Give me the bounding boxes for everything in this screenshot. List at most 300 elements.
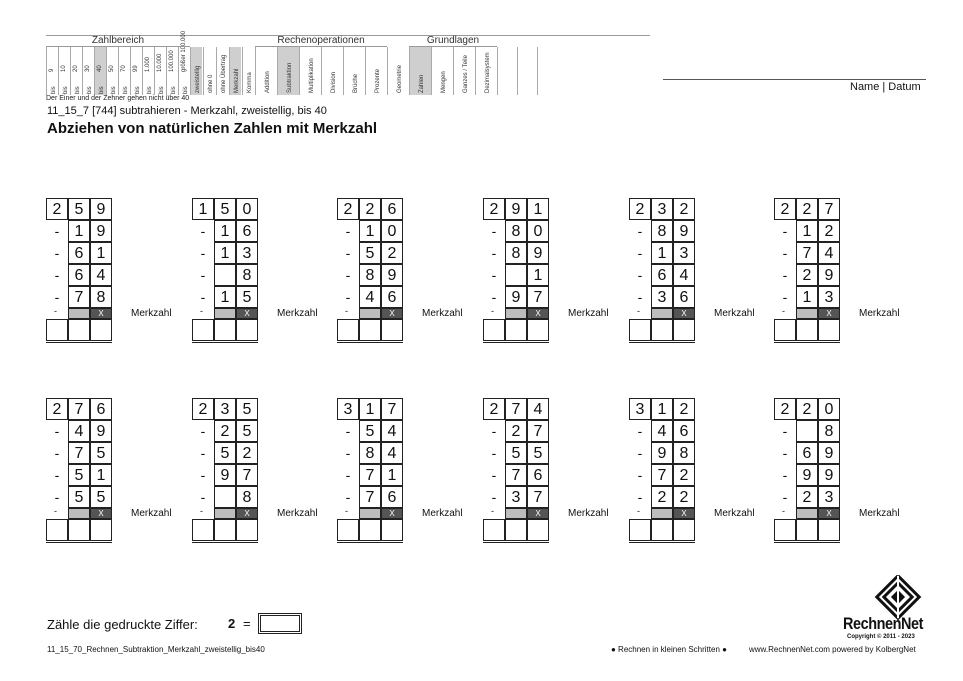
subtrahend-digit: 9: [651, 442, 673, 464]
minuend-digit: 3: [214, 398, 236, 420]
subtrahend-digit: [796, 420, 818, 442]
minuend-digit: 7: [381, 398, 403, 420]
result-input[interactable]: [673, 319, 695, 341]
zahlbereich-bis-label: bis: [86, 86, 93, 94]
merkzahl-input[interactable]: [651, 308, 673, 319]
minus-sign: -: [491, 223, 497, 239]
subtrahend-digit: 7: [359, 464, 381, 486]
subtrahend-digit: 2: [673, 464, 695, 486]
zahlbereich-value: 70: [120, 65, 127, 72]
operation-label: Addition: [264, 71, 271, 93]
count-digit: 2: [228, 616, 236, 631]
minus-sign: -: [200, 267, 206, 283]
zahlbereich-value: 100.000: [168, 50, 175, 72]
merkzahl-minus: -: [782, 506, 785, 516]
mode-label: Merkzahl: [233, 68, 240, 93]
zahlbereich-bis-label: bis: [50, 86, 57, 94]
subtrahend-digit: 9: [818, 464, 840, 486]
exercise-2: [192, 198, 322, 346]
exercise-5: [629, 198, 759, 346]
result-double-line: [629, 540, 695, 543]
merkzahl-x-mark: X: [381, 308, 403, 319]
subtrahend-digit: 9: [527, 242, 549, 264]
result-input[interactable]: [192, 519, 214, 541]
minuend-digit: 7: [818, 198, 840, 220]
subtrahend-digit: 2: [236, 442, 258, 464]
merkzahl-x-mark: X: [90, 308, 112, 319]
merkzahl-x-mark: X: [673, 508, 695, 519]
result-input[interactable]: [337, 319, 359, 341]
zahlbereich-value: 50: [108, 65, 115, 72]
subtrahend-digit: 5: [236, 286, 258, 308]
subtrahend-digit: 6: [68, 242, 90, 264]
subtrahend-digit: 8: [359, 264, 381, 286]
minuend-digit: 2: [46, 198, 68, 220]
mode-col-4: [242, 47, 254, 95]
grundlagen-label: Dezimalsystem: [484, 52, 491, 93]
zahlbereich-col-11: [178, 30, 190, 95]
merkzahl-input[interactable]: [359, 308, 381, 319]
subtrahend-digit: 2: [214, 420, 236, 442]
operation-col-3: [321, 47, 343, 95]
subtrahend-digit: 1: [381, 464, 403, 486]
minuend-digit: 2: [774, 198, 796, 220]
subtrahend-digit: 8: [673, 442, 695, 464]
result-input[interactable]: [359, 519, 381, 541]
merkzahl-input[interactable]: [651, 508, 673, 519]
subtrahend-digit: 1: [651, 242, 673, 264]
grundlagen-col-1: [431, 47, 453, 95]
minus-sign: -: [345, 289, 351, 305]
minuend-digit: 5: [214, 198, 236, 220]
subtrahend-digit: 6: [68, 264, 90, 286]
minus-sign: -: [637, 223, 643, 239]
minuend-digit: 2: [483, 198, 505, 220]
subtrahend-digit: 8: [90, 286, 112, 308]
result-input[interactable]: [629, 519, 651, 541]
minuend-digit: 6: [381, 198, 403, 220]
grundlagen-col-0: [409, 47, 431, 95]
minuend-digit: 2: [673, 198, 695, 220]
result-input[interactable]: [818, 319, 840, 341]
group-zahlbereich: Zahlbereich: [91, 35, 145, 46]
merkzahl-input[interactable]: [214, 308, 236, 319]
zahlbereich-value: 30: [84, 65, 91, 72]
merkzahl-row: [46, 308, 176, 319]
subtrahend-digit: 9: [214, 464, 236, 486]
logo-copyright: Copyright © 2011 - 2023: [847, 634, 915, 640]
grundlagen-col-2: [453, 47, 475, 95]
merkzahl-minus: -: [200, 506, 203, 516]
result-input[interactable]: [483, 519, 505, 541]
subtrahend-digit: 8: [359, 442, 381, 464]
zahlbereich-value: größer 100.000: [180, 30, 187, 72]
merkzahl-row: [629, 308, 759, 319]
minuend-digit: 6: [90, 398, 112, 420]
subtrahend-digit: 5: [68, 486, 90, 508]
result-input[interactable]: [214, 319, 236, 341]
minuend-digit: 9: [90, 198, 112, 220]
zahlbereich-col-0: [46, 47, 58, 95]
subtrahend-digit: [214, 486, 236, 508]
subtrahend-digit: 3: [651, 286, 673, 308]
result-input[interactable]: [236, 519, 258, 541]
grundlagen-label: Zahlen: [418, 74, 425, 93]
minus-sign: -: [345, 467, 351, 483]
result-input[interactable]: [651, 319, 673, 341]
exercise-9: [337, 398, 467, 546]
subtrahend-digit: 2: [505, 420, 527, 442]
merkzahl-minus: -: [200, 306, 203, 316]
result-double-line: [46, 340, 112, 343]
subtrahend-digit: 7: [236, 464, 258, 486]
exercise-8: [192, 398, 322, 546]
merkzahl-input[interactable]: [505, 508, 527, 519]
minus-sign: -: [345, 245, 351, 261]
minuend-digit: 5: [68, 198, 90, 220]
result-input[interactable]: [68, 319, 90, 341]
subtrahend-digit: 1: [214, 220, 236, 242]
merkzahl-label: Merkzahl: [714, 508, 755, 519]
merkzahl-input[interactable]: [214, 508, 236, 519]
minus-sign: -: [200, 245, 206, 261]
result-input[interactable]: [46, 519, 68, 541]
result-input[interactable]: [651, 519, 673, 541]
page-title: Abziehen von natürlichen Zahlen mit Merkzahl: [47, 120, 378, 137]
result-input[interactable]: [673, 519, 695, 541]
result-input[interactable]: [90, 519, 112, 541]
merkzahl-row: [483, 508, 613, 519]
minus-sign: -: [200, 423, 206, 439]
merkzahl-row: [337, 508, 467, 519]
subtrahend-digit: 4: [68, 420, 90, 442]
minuend-digit: 2: [359, 198, 381, 220]
end-col: [537, 47, 538, 95]
zahlbereich-col-1: [58, 47, 70, 95]
minus-sign: -: [782, 467, 788, 483]
subtrahend-digit: 2: [818, 220, 840, 242]
minus-sign: -: [491, 267, 497, 283]
merkzahl-x-mark: X: [236, 508, 258, 519]
subtrahend-digit: 7: [505, 464, 527, 486]
result-input[interactable]: [505, 519, 527, 541]
merkzahl-minus: -: [54, 506, 57, 516]
mode-label: ohne Übertrag: [220, 54, 227, 93]
merkzahl-label: Merkzahl: [131, 508, 172, 519]
name-date-label: Name | Datum: [850, 81, 921, 93]
minus-sign: -: [782, 423, 788, 439]
minus-sign: -: [491, 489, 497, 505]
minuend-digit: 2: [46, 398, 68, 420]
subtrahend-digit: 1: [796, 220, 818, 242]
result-input[interactable]: [505, 319, 527, 341]
subtrahend-digit: 4: [818, 242, 840, 264]
merkzahl-input[interactable]: [796, 308, 818, 319]
zahlbereich-col-4: [94, 47, 106, 95]
minuend-digit: 4: [527, 398, 549, 420]
operation-col-0: [255, 47, 277, 95]
result-double-line: [774, 340, 840, 343]
zahlbereich-col-3: [82, 47, 94, 95]
zahlbereich-value: 10: [60, 65, 67, 72]
minuend-digit: 1: [651, 398, 673, 420]
subtrahend-digit: 5: [90, 486, 112, 508]
subtrahend-digit: 1: [796, 286, 818, 308]
merkzahl-input[interactable]: [796, 508, 818, 519]
result-input[interactable]: [527, 319, 549, 341]
subtrahend-digit: 9: [818, 442, 840, 464]
exercise-3: [337, 198, 467, 346]
zahlbereich-bis-label: bis: [158, 86, 165, 94]
minus-sign: -: [782, 445, 788, 461]
subtrahend-digit: 6: [673, 286, 695, 308]
exercise-4: [483, 198, 613, 346]
minuend-digit: 2: [774, 398, 796, 420]
merkzahl-minus: -: [637, 306, 640, 316]
subtrahend-digit: 9: [818, 264, 840, 286]
result-input[interactable]: [483, 319, 505, 341]
merkzahl-label: Merkzahl: [277, 308, 318, 319]
merkzahl-row: [629, 508, 759, 519]
merkzahl-label: Merkzahl: [859, 508, 900, 519]
minuend-digit: 5: [236, 398, 258, 420]
result-input[interactable]: [236, 319, 258, 341]
minus-sign: -: [637, 467, 643, 483]
subtrahend-digit: 4: [381, 442, 403, 464]
group-grundlagen-line: [409, 46, 497, 47]
minus-sign: -: [782, 267, 788, 283]
minus-sign: -: [200, 489, 206, 505]
empty-col: [517, 47, 537, 95]
result-input[interactable]: [90, 319, 112, 341]
zahlbereich-col-7: [130, 47, 142, 95]
result-double-line: [337, 540, 403, 543]
subtrahend-digit: 1: [359, 220, 381, 242]
minuend-digit: 2: [483, 398, 505, 420]
result-input[interactable]: [381, 519, 403, 541]
minus-sign: -: [637, 245, 643, 261]
merkzahl-row: [774, 308, 904, 319]
minus-sign: -: [345, 223, 351, 239]
minus-sign: -: [345, 489, 351, 505]
grundlagen-label: Ganzes / Teile: [462, 55, 469, 93]
result-input[interactable]: [796, 519, 818, 541]
minus-sign: -: [782, 489, 788, 505]
merkzahl-minus: -: [491, 306, 494, 316]
geometrie-label: Geometrie: [396, 64, 403, 93]
grundlagen-col-3: [475, 47, 497, 95]
result-input[interactable]: [527, 519, 549, 541]
subtrahend-digit: 1: [214, 242, 236, 264]
result-input[interactable]: [629, 319, 651, 341]
exercise-7: [46, 398, 176, 546]
exercise-12: [774, 398, 904, 546]
merkzahl-label: Merkzahl: [859, 308, 900, 319]
result-input[interactable]: [774, 319, 796, 341]
merkzahl-label: Merkzahl: [714, 308, 755, 319]
subtrahend-digit: 5: [236, 420, 258, 442]
result-input[interactable]: [46, 319, 68, 341]
result-double-line: [774, 540, 840, 543]
merkzahl-row: [483, 308, 613, 319]
footer-filename: 11_15_70_Rechnen_Subtraktion_Merkzahl_zweistellig_bis40: [47, 645, 265, 654]
result-input[interactable]: [337, 519, 359, 541]
minuend-digit: 7: [68, 398, 90, 420]
result-input[interactable]: [381, 319, 403, 341]
minuend-digit: 3: [337, 398, 359, 420]
merkzahl-input[interactable]: [505, 308, 527, 319]
count-answer-box[interactable]: [258, 613, 302, 634]
subtrahend-digit: 6: [527, 464, 549, 486]
exercise-11: [629, 398, 759, 546]
subtrahend-digit: 4: [673, 264, 695, 286]
subtrahend-digit: 5: [359, 242, 381, 264]
subtrahend-digit: 2: [796, 264, 818, 286]
result-input[interactable]: [796, 319, 818, 341]
merkzahl-input[interactable]: [68, 508, 90, 519]
subtrahend-digit: 1: [68, 220, 90, 242]
minus-sign: -: [345, 445, 351, 461]
subtrahend-digit: 4: [359, 286, 381, 308]
merkzahl-label: Merkzahl: [568, 508, 609, 519]
subtrahend-digit: 4: [381, 420, 403, 442]
subtrahend-digit: 2: [796, 486, 818, 508]
category-header-table: [46, 30, 650, 95]
minus-sign: -: [491, 445, 497, 461]
minus-sign: -: [637, 423, 643, 439]
result-input[interactable]: [359, 319, 381, 341]
minuend-digit: 0: [236, 198, 258, 220]
mode-col-1: [203, 47, 215, 95]
merkzahl-minus: -: [54, 306, 57, 316]
merkzahl-label: Merkzahl: [277, 508, 318, 519]
subtrahend-digit: 1: [527, 264, 549, 286]
subtrahend-digit: 7: [527, 486, 549, 508]
subtrahend-digit: 1: [214, 286, 236, 308]
merkzahl-input[interactable]: [68, 308, 90, 319]
merkzahl-input[interactable]: [359, 508, 381, 519]
subtrahend-digit: 4: [651, 420, 673, 442]
result-input[interactable]: [214, 519, 236, 541]
name-line: [663, 79, 926, 80]
minus-sign: -: [491, 245, 497, 261]
subtrahend-digit: 5: [527, 442, 549, 464]
subtrahend-digit: 0: [527, 220, 549, 242]
minuend-digit: 0: [818, 398, 840, 420]
subtrahend-digit: 7: [651, 464, 673, 486]
subtrahend-digit: 5: [90, 442, 112, 464]
minus-sign: -: [491, 467, 497, 483]
zahlbereich-bis-label: bis: [146, 86, 153, 94]
subtrahend-digit: 9: [673, 220, 695, 242]
minus-sign: -: [54, 445, 60, 461]
zahlbereich-col-9: [154, 47, 166, 95]
subtrahend-digit: 1: [90, 242, 112, 264]
result-input[interactable]: [68, 519, 90, 541]
merkzahl-row: [337, 308, 467, 319]
minuend-digit: 2: [796, 398, 818, 420]
result-double-line: [192, 540, 258, 543]
zahlbereich-value: 40: [96, 65, 103, 72]
minuend-digit: 2: [629, 198, 651, 220]
group-rechenoperationen-line: [255, 46, 387, 47]
subtrahend-digit: 2: [651, 486, 673, 508]
result-double-line: [46, 540, 112, 543]
minus-sign: -: [345, 267, 351, 283]
merkzahl-x-mark: X: [673, 308, 695, 319]
minuend-digit: 3: [651, 198, 673, 220]
exercise-1: [46, 198, 176, 346]
mode-label: Komma: [246, 72, 253, 93]
zahlbereich-col-8: [142, 47, 154, 95]
minus-sign: -: [200, 223, 206, 239]
minuend-digit: 2: [337, 198, 359, 220]
merkzahl-label: Merkzahl: [422, 508, 463, 519]
merkzahl-minus: -: [491, 506, 494, 516]
minus-sign: -: [200, 467, 206, 483]
mode-col-3: [229, 47, 241, 95]
result-input[interactable]: [818, 519, 840, 541]
minus-sign: -: [54, 489, 60, 505]
minuend-digit: 2: [673, 398, 695, 420]
merkzahl-label: Merkzahl: [131, 308, 172, 319]
merkzahl-x-mark: X: [527, 508, 549, 519]
subtrahend-digit: 8: [236, 264, 258, 286]
subtrahend-digit: 5: [214, 442, 236, 464]
minus-sign: -: [345, 423, 351, 439]
subtrahend-digit: 8: [236, 486, 258, 508]
zahlbereich-value: 9: [48, 68, 55, 72]
minus-sign: -: [782, 289, 788, 305]
subtrahend-digit: 7: [68, 442, 90, 464]
zahlbereich-bis-label: bis: [74, 86, 81, 94]
mode-col-2: [216, 47, 228, 95]
subtrahend-digit: 6: [381, 286, 403, 308]
subtrahend-digit: 2: [381, 242, 403, 264]
zahlbereich-value: 10.000: [156, 53, 163, 72]
subtrahend-digit: 3: [818, 486, 840, 508]
subtrahend-digit: 0: [381, 220, 403, 242]
count-equals: =: [243, 616, 251, 631]
group-grundlagen: Grundlagen: [426, 35, 480, 46]
merkzahl-x-mark: X: [236, 308, 258, 319]
result-input[interactable]: [774, 519, 796, 541]
subtrahend-digit: 6: [796, 442, 818, 464]
result-double-line: [483, 340, 549, 343]
mode-col-0: [190, 47, 202, 95]
operation-label: Multiplikation: [308, 58, 315, 93]
zahlbereich-bis-label: bis: [134, 86, 141, 94]
minus-sign: -: [54, 289, 60, 305]
logo-wordmark: RechnenNet: [843, 614, 924, 633]
footer-slogan: ● Rechnen in kleinen Schritten ●: [611, 645, 727, 654]
zahlbereich-bis-label: bis: [170, 86, 177, 94]
result-input[interactable]: [192, 319, 214, 341]
operation-col-1: [277, 47, 299, 95]
minus-sign: -: [200, 445, 206, 461]
zahlbereich-bis-label: bis: [122, 86, 129, 94]
minuend-digit: 7: [505, 398, 527, 420]
subtrahend-digit: 8: [505, 220, 527, 242]
zahlbereich-bis-label: bis: [110, 86, 117, 94]
minus-sign: -: [200, 289, 206, 305]
minus-sign: -: [54, 467, 60, 483]
subtrahend-digit: 3: [236, 242, 258, 264]
group-rechenoperationen: Rechenoperationen: [277, 35, 365, 46]
minus-sign: -: [637, 289, 643, 305]
operation-label: Subtraktion: [286, 62, 293, 93]
subtrahend-digit: 5: [359, 420, 381, 442]
